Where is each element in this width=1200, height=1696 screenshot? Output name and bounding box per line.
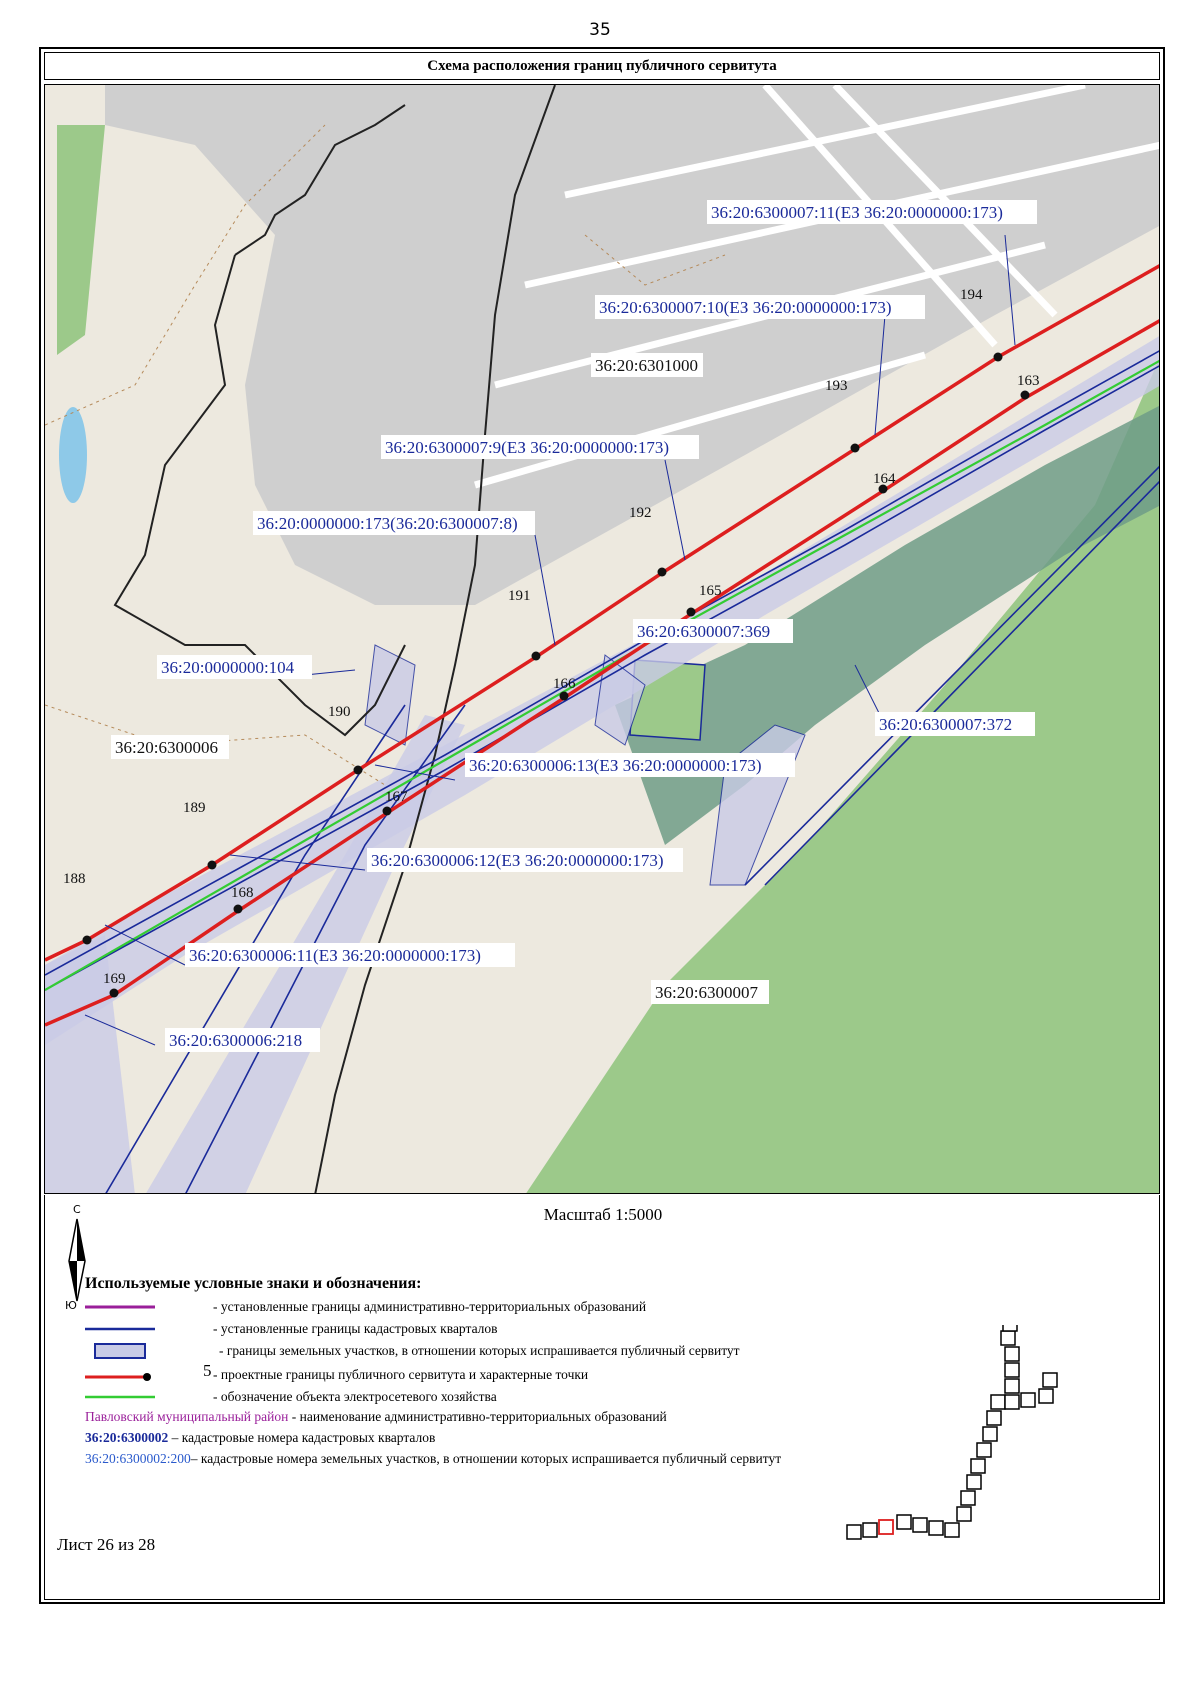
point-169: 169 (103, 971, 126, 987)
north-letter: С (73, 1203, 81, 1216)
legend-example-quarter: 36:20:6300002 – кадастровые номера кадастровых кварталов (85, 1430, 436, 1445)
south-letter: Ю (65, 1299, 77, 1311)
legend-point-marker: 5 (203, 1361, 212, 1380)
label-parcel-218: 36:20:6300006:218 (169, 1031, 303, 1050)
point-163: 163 (1017, 373, 1040, 389)
legend-example-district: Павловский муниципальный район - наименование административно-территориальных образований (85, 1409, 667, 1424)
label-parcel-7-11: 36:20:6300007:11(ЕЗ 36:20:0000000:173) (711, 203, 1003, 222)
red-line-point-icon (85, 1365, 205, 1385)
point-192: 192 (629, 505, 652, 521)
label-parcel-372: 36:20:6300007:372 (879, 715, 1013, 734)
point-189: 189 (183, 800, 206, 816)
label-parcel-7-10: 36:20:6300007:10(ЕЗ 36:20:0000000:173) (599, 298, 892, 317)
blue-line-icon (85, 1319, 205, 1339)
point-188: 188 (63, 871, 86, 887)
map-frame (44, 84, 1160, 1194)
legend-heading: Используемые условные знаки и обозначения: (85, 1275, 422, 1292)
page-number: 35 (589, 20, 611, 40)
label-quarter-6301000: 36:20:6301000 (595, 356, 698, 375)
label-parcel-6-12: 36:20:6300006:12(ЕЗ 36:20:0000000:173) (371, 851, 664, 870)
label-parcel-173: 36:20:0000000:173(36:20:6300007:8) (257, 514, 518, 533)
sheet-index-diagram (845, 1325, 1085, 1565)
point-167: 167 (385, 789, 408, 805)
label-parcel-6-11: 36:20:6300006:11(ЕЗ 36:20:0000000:173) (189, 946, 481, 965)
pond (59, 407, 87, 503)
point-190: 190 (328, 704, 351, 720)
green-line-icon (85, 1387, 205, 1407)
point-165: 165 (699, 583, 722, 599)
map-title: Схема расположения границ публичного сервитута (44, 52, 1160, 80)
legend-panel: Масштаб 1:5000 С Ю Используемые условные знаки и обозначения: - установленные границы административно-территориальных образований - установленные границы кадастровых кварталов - границы земельных участков, в отношении которых испрашивается публичный сервитут 5 - проектные границы публичного сервитута и характерные точки - обозначение объекта электросетевого хозяйства Павловский муниципальный район - наименование административно-территориальных образований 36:20:6300002 – кадастровые номера кадастровых кварталов 36:20:6300002:200– кадастровые номера земельных участков, в отношении которых испрашивается публичный сервитут Лист 26 из 28 (44, 1195, 1160, 1600)
label-parcel-369: 36:20:6300007:369 (637, 622, 771, 641)
point-193: 193 (825, 378, 848, 394)
sheet-frame (39, 47, 1165, 1604)
point-191: 191 (508, 588, 531, 604)
label-parcel-6-13: 36:20:6300006:13(ЕЗ 36:20:0000000:173) (469, 756, 762, 775)
map-scale: Масштаб 1:5000 (543, 1205, 663, 1224)
point-164: 164 (873, 471, 896, 487)
label-parcel-104: 36:20:0000000:104 (161, 658, 295, 677)
label-parcel-7-9: 36:20:6300007:9(ЕЗ 36:20:0000000:173) (385, 438, 670, 457)
cadastral-map (45, 85, 1160, 1194)
point-168: 168 (231, 885, 254, 901)
point-166: 166 (553, 676, 576, 692)
label-quarter-6300007: 36:20:6300007 (655, 983, 758, 1002)
sheet-number: Лист 26 из 28 (57, 1535, 156, 1554)
point-194: 194 (960, 287, 983, 303)
legend-example-parcel: 36:20:6300002:200– кадастровые номера земельных участков, в отношении которых испрашивается публичный сервитут (85, 1451, 782, 1466)
label-quarter-6300006: 36:20:6300006 (115, 738, 218, 757)
purple-line-icon (85, 1297, 205, 1317)
parcel-box-icon (85, 1341, 205, 1361)
